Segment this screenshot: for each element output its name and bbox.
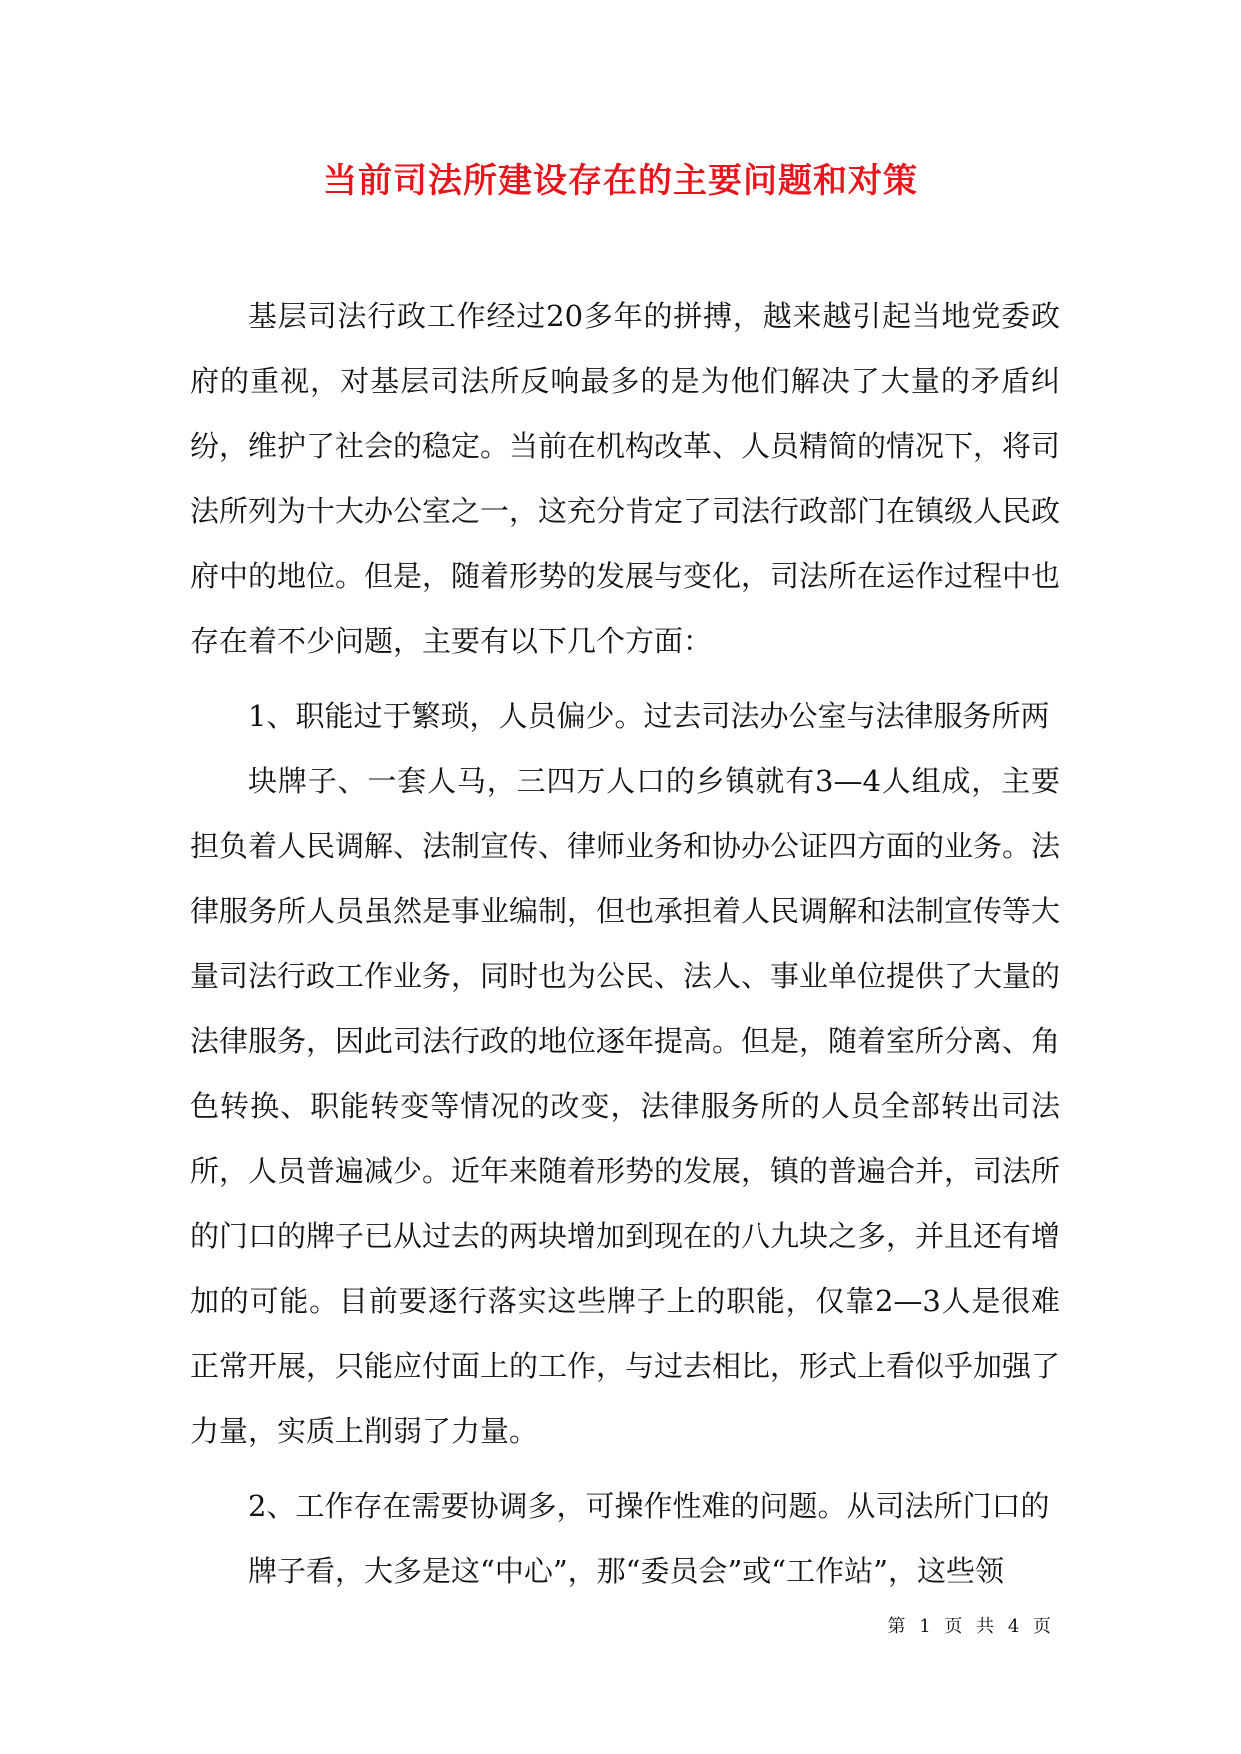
paragraph-point-2-heading: 2、工作存在需要协调多，可操作性难的问题。从司法所门口的 [248,1489,1050,1523]
page-number-footer: 第 1 页 共 4 页 [887,1616,1055,1637]
paragraph-intro: 基层司法行政工作经过20多年的拼搏，越来越引起当地党委政府的重视，对基层司法所反响最多的是为他们解决了大量的矛盾纠纷，维护了社会的稳定。当前在机构改革、人员精简的情况下，将司法所列为十大办公室之一，这充分肯定了司法行政部门在镇级人民政府中的地位。但是，随着形势的发展与变化，司法所在运作过程中也存在着不少问题，主要有以下几个方面： [190,299,1061,658]
document-body [190,284,1060,1604]
paragraph-point-2-body: 牌子看，大多是这“中心”，那“委员会”或“工作站”，这些领 [248,1554,1004,1588]
paragraph-point-1-heading: 1、职能过于繁琐，人员偏少。过去司法办公室与法律服务所两 [248,699,1050,733]
document-title: 当前司法所建设存在的主要问题和对策 [323,161,918,201]
paragraph-point-1-body: 块牌子、一套人马，三四万人口的乡镇就有3—4人组成，主要担负着人民调解、法制宣传、律师业务和协办公证四方面的业务。法律服务所人员虽然是事业编制，但也承担着人民调解和法制宣传等大量司法行政工作业务，同时也为公民、法人、事业单位提供了大量的法律服务，因此司法行政的地位逐年提高。但是，随着室所分离、角色转换、职能转变等情况的改变，法律服务所的人员全部转出司法所，人员普遍减少。近年来随着形势的发展，镇的普遍合并，司法所的门口的牌子已从过去的两块增加到现在的八九块之多，并且还有增加的可能。目前要逐行落实这些牌子上的职能，仅靠2—3人是很难正常开展，只能应付面上的工作，与过去相比，形式上看似乎加强了力量，实质上削弱了力量。 [190,764,1061,1448]
